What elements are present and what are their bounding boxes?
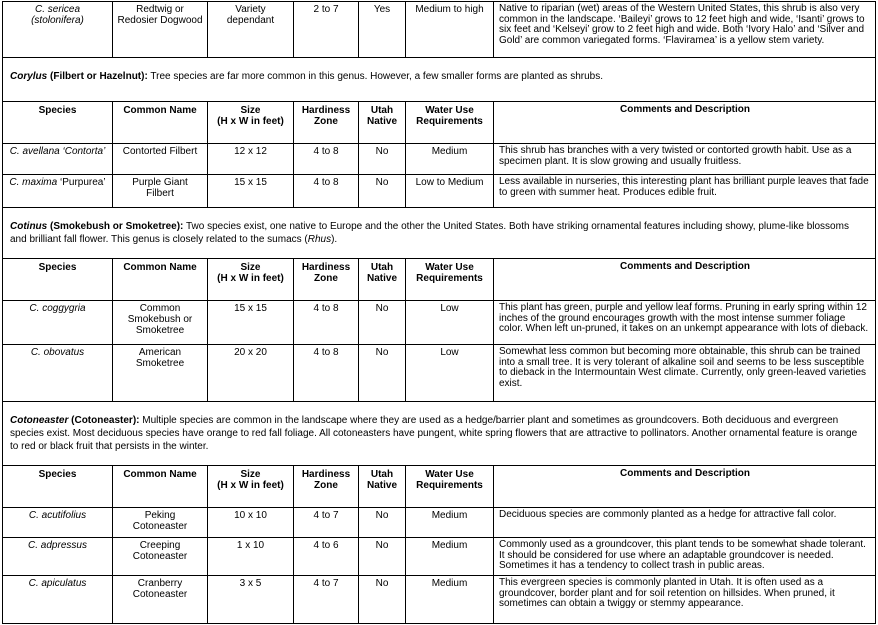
species-cell <box>3 538 113 575</box>
water-use-cell: Low <box>406 301 494 344</box>
hardiness-zone-cell: 2 to 7 <box>294 2 359 57</box>
comments-cell: Less available in nurseries, this interesting plant has brilliant purple leaves that fade to green with summer heat. Produces edible fruit. <box>499 176 869 198</box>
species-cell <box>3 301 113 344</box>
size-cell: 10 x 10 <box>208 508 294 537</box>
column-header-utah-native: Utah Native <box>359 102 406 143</box>
common-name-cell: Purple Giant Filbert <box>113 175 208 207</box>
column-header-size: Size (H x W in feet) <box>208 466 294 507</box>
column-header-species: Species <box>3 102 113 143</box>
water-use-cell: Medium <box>406 576 494 623</box>
species-name: C. obovatus <box>30 347 85 358</box>
comments-cell: This evergreen species is commonly planted in Utah. It is often used as a groundcover, border plant and for soil retention on hillsides. When pruned, it sometimes can obtain a twiggy or stemmy appearance. <box>499 577 835 609</box>
table-row <box>3 2 875 58</box>
section-description-cotoneaster <box>3 402 875 466</box>
genus-common-name: (Cotoneaster): <box>71 415 140 426</box>
species-name: C. maxima <box>9 177 58 188</box>
species-cell <box>3 576 113 623</box>
hardiness-zone-cell: 4 to 8 <box>294 144 359 174</box>
size-cell: Variety dependant <box>208 2 294 57</box>
species-synonym: (stolonifera) <box>31 15 84 26</box>
column-header-size: Size (H x W in feet) <box>208 102 294 143</box>
table-header-row <box>3 259 875 301</box>
utah-native-cell: No <box>359 345 406 401</box>
section-text-after: ). <box>331 234 338 245</box>
hardiness-zone-cell: 4 to 8 <box>294 175 359 207</box>
column-header-utah-native: Utah Native <box>359 466 406 507</box>
column-header-common-name: Common Name <box>113 466 208 507</box>
utah-native-cell: No <box>359 144 406 174</box>
column-header-water-use: Water Use Requirements <box>406 259 494 300</box>
species-name: C. acutifolius <box>28 510 87 521</box>
column-header-common-name: Common Name <box>113 102 208 143</box>
column-header-comments: Comments and Description <box>619 261 751 272</box>
species-cell <box>3 345 113 401</box>
table-header-row <box>3 466 875 508</box>
genus-common-name: (Filbert or Hazelnut): <box>50 71 148 82</box>
species-cell <box>3 2 113 57</box>
comments-cell: This plant has green, purple and yellow leaf forms. Pruning in early spring within 12 inches of the ground encourages growth with the most intense summer foliage color. When left un-pruned, it takes on an unkempt appearance with lots of dieback. <box>499 302 869 334</box>
utah-native-cell: No <box>359 301 406 344</box>
table-row <box>3 144 875 175</box>
size-cell: 3 x 5 <box>208 576 294 623</box>
genus-name: Corylus <box>10 71 48 82</box>
column-header-utah-native: Utah Native <box>359 259 406 300</box>
column-header-hardiness: Hardiness Zone <box>294 259 359 300</box>
size-cell: 15 x 15 <box>208 175 294 207</box>
genus-reference: Rhus <box>307 234 332 245</box>
cultivar-name: ‘Purpurea’ <box>59 177 106 188</box>
section-text: Multiple species are common in the landscape where they are used as a hedge/barrier plant and sometimes as groundcovers. Both deciduous and evergreen species exist. Most deciduous species have orange to red fall foliage. All cotoneasters have pungent, white spring flowers that are attractive to pollinators. Another ornamental feature is orange to red or black fruit that persists in the winter. <box>10 415 858 452</box>
species-name: C. avellana ‘Contorta’ <box>9 146 106 157</box>
size-cell: 12 x 12 <box>208 144 294 174</box>
genus-common-name: (Smokebush or Smoketree): <box>50 221 184 232</box>
common-name-cell: Common Smokebush or Smoketree <box>113 301 208 344</box>
table-header-row <box>3 102 875 144</box>
column-header-size: Size (H x W in feet) <box>208 259 294 300</box>
hardiness-zone-cell: 4 to 8 <box>294 301 359 344</box>
species-cell <box>3 175 113 207</box>
column-header-common-name: Common Name <box>113 259 208 300</box>
column-header-hardiness: Hardiness Zone <box>294 466 359 507</box>
hardiness-zone-cell: 4 to 7 <box>294 508 359 537</box>
size-cell: 1 x 10 <box>208 538 294 575</box>
utah-native-cell: No <box>359 508 406 537</box>
common-name-cell: Contorted Filbert <box>113 144 208 174</box>
comments-cell: Native to riparian (wet) areas of the Western United States, this shrub is also very common in the landscape. ‘Baileyi’ grows to 12 feet high and wide, ‘Isanti’ grows to six feet and ‘Kelseyi’ grow to 2 feet high and wide. Both ‘Ivory Halo’ and ‘Silver and Gold’ are common variegated forms. ‘Flaviramea’ is a yellow stem variety. <box>499 3 865 46</box>
utah-native-cell: No <box>359 576 406 623</box>
table-row <box>3 576 875 623</box>
water-use-cell: Medium <box>406 538 494 575</box>
water-use-cell: Medium to high <box>406 2 494 57</box>
column-header-species: Species <box>3 259 113 300</box>
utah-native-cell: Yes <box>359 2 406 57</box>
water-use-cell: Low to Medium <box>406 175 494 207</box>
comments-cell: This shrub has branches with a very twisted or contorted growth habit. Use as a specimen plant. It is slow growing and usually fruitless. <box>499 145 852 167</box>
column-header-comments: Comments and Description <box>619 468 751 479</box>
common-name-cell: Creeping Cotoneaster <box>113 538 208 575</box>
species-name: C. apiculatus <box>28 578 87 589</box>
section-text: Tree species are far more common in this genus. However, a few smaller forms are planted as shrubs. <box>150 71 604 82</box>
common-name-cell: Peking Cotoneaster <box>113 508 208 537</box>
species-name: C. coggygria <box>29 303 86 314</box>
table-row <box>3 508 875 538</box>
table-row <box>3 175 875 208</box>
column-header-species: Species <box>3 466 113 507</box>
species-cell <box>3 508 113 537</box>
table-row <box>3 345 875 402</box>
table-row <box>3 538 875 576</box>
column-header-comments: Comments and Description <box>619 104 751 115</box>
water-use-cell: Medium <box>406 144 494 174</box>
utah-native-cell: No <box>359 175 406 207</box>
species-name: C. adpressus <box>28 540 87 551</box>
plant-guide-page <box>2 1 876 624</box>
hardiness-zone-cell: 4 to 6 <box>294 538 359 575</box>
size-cell: 15 x 15 <box>208 301 294 344</box>
column-header-water-use: Water Use Requirements <box>406 102 494 143</box>
species-cell <box>3 144 113 174</box>
common-name-cell: Redtwig or Redosier Dogwood <box>113 2 208 57</box>
column-header-hardiness: Hardiness Zone <box>294 102 359 143</box>
table-row <box>3 301 875 345</box>
section-description-corylus <box>3 58 875 102</box>
water-use-cell: Medium <box>406 508 494 537</box>
column-header-water-use: Water Use Requirements <box>406 466 494 507</box>
water-use-cell: Low <box>406 345 494 401</box>
section-description-cotinus <box>3 208 875 259</box>
size-cell: 20 x 20 <box>208 345 294 401</box>
common-name-cell: Cranberry Cotoneaster <box>113 576 208 623</box>
genus-name: Cotoneaster <box>10 415 69 426</box>
comments-cell: Somewhat less common but becoming more obtainable, this shrub can be trained into a small tree. It is very tolerant of alkaline soil and seems to be less susceptible to dieback in the Intermountain West climate. Currently, only green-leaved varieties exist. <box>499 346 867 389</box>
section-text: Two species exist, one native to Europe and the other the United States. Both have striking ornamental features including showy, plume-like blossoms and brilliant fall flower. This genus is closely related to the sumacs ( <box>10 221 849 245</box>
species-name: C. sericea <box>34 4 80 15</box>
hardiness-zone-cell: 4 to 8 <box>294 345 359 401</box>
common-name-cell: American Smoketree <box>113 345 208 401</box>
genus-name: Cotinus <box>10 221 48 232</box>
comments-cell: Commonly used as a groundcover, this plant tends to be somewhat shade tolerant. It should be considered for use where an adaptable groundcover is needed. Sometimes it has a tendency to collect trash in public areas. <box>499 539 866 571</box>
utah-native-cell: No <box>359 538 406 575</box>
hardiness-zone-cell: 4 to 7 <box>294 576 359 623</box>
comments-cell: Deciduous species are commonly planted as a hedge for attractive fall color. <box>499 509 837 520</box>
